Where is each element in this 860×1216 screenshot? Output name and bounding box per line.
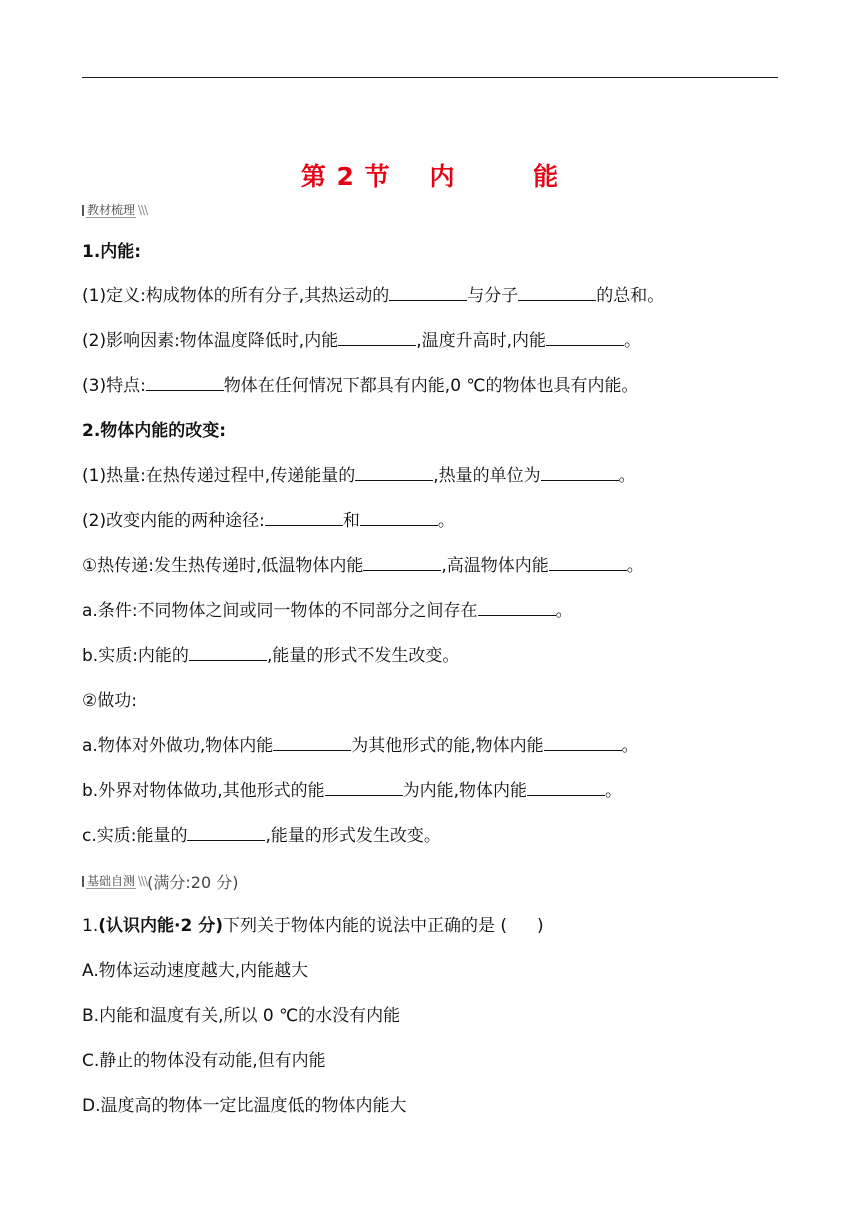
question-tag: (认识内能·2 分) <box>98 916 223 936</box>
blank <box>187 824 265 841</box>
blank <box>338 329 416 346</box>
item-heat-transfer: ①热传递:发生热传递时,低温物体内能 ,高温物体内能 。 <box>82 556 644 576</box>
blank <box>389 284 467 301</box>
item-essence-work: c.实质:能量的 ,能量的形式发生改变。 <box>82 826 441 846</box>
item-definition: (1)定义:构成物体的所有分子,其热运动的 与分子 的总和。 <box>82 286 665 306</box>
item-essence-transfer: b.实质:内能的 ,能量的形式不发生改变。 <box>82 646 460 666</box>
blank <box>325 779 403 796</box>
blank <box>355 464 433 481</box>
item-ways: (2)改变内能的两种途径: 和 。 <box>82 511 455 531</box>
heading-internal-energy: 1.内能: <box>82 242 142 262</box>
page-title <box>0 157 860 193</box>
title-section-number: 第 2 节 <box>300 162 391 191</box>
header-rule <box>82 77 778 78</box>
section-tag-textbook <box>82 202 147 218</box>
item-work: ②做功: <box>82 691 137 711</box>
blank <box>265 509 343 526</box>
blank <box>146 374 224 391</box>
item-work-outward: a.物体对外做功,物体内能 为其他形式的能,物体内能 。 <box>82 736 639 756</box>
item-heat: (1)热量:在热传递过程中,传递能量的 ,热量的单位为 。 <box>82 466 636 486</box>
title-word-2: 能 <box>533 162 560 191</box>
blank <box>541 464 619 481</box>
option-b: B.内能和温度有关,所以 0 ℃的水没有内能 <box>82 1006 401 1026</box>
item-condition: a.条件:不同物体之间或同一物体的不同部分之间存在 。 <box>82 601 573 621</box>
item-work-inward: b.外界对物体做功,其他形式的能 为内能,物体内能 。 <box>82 781 623 801</box>
section-tag-decor: \\\ <box>138 203 148 217</box>
blank <box>549 554 627 571</box>
blank <box>478 599 556 616</box>
blank <box>273 734 351 751</box>
section-tag-label: 基础自测 <box>87 873 136 888</box>
item-features: (3)特点: 物体在任何情况下都具有内能,0 ℃的物体也具有内能。 <box>82 376 639 396</box>
section-tag-label: 教材梳理 <box>87 202 136 217</box>
section-tag-decor: \\\ <box>138 874 148 888</box>
blank <box>527 779 605 796</box>
score-note: (满分:20 分) <box>147 872 239 892</box>
blank <box>360 509 438 526</box>
blank <box>363 554 441 571</box>
option-c: C.静止的物体没有动能,但有内能 <box>82 1051 326 1071</box>
item-factors: (2)影响因素:物体温度降低时,内能 ,温度升高时,内能 。 <box>82 331 642 351</box>
heading-change-energy: 2.物体内能的改变: <box>82 421 227 441</box>
blank <box>189 644 267 661</box>
option-d: D.温度高的物体一定比温度低的物体内能大 <box>82 1096 407 1116</box>
option-a: A.物体运动速度越大,内能越大 <box>82 961 309 981</box>
blank <box>544 734 622 751</box>
section-tag-self-test <box>82 872 239 892</box>
blank <box>518 284 596 301</box>
question-1: 1.(认识内能·2 分)下列关于物体内能的说法中正确的是 ( ) <box>82 916 544 936</box>
title-word-1: 内 <box>429 162 456 191</box>
blank <box>546 329 624 346</box>
